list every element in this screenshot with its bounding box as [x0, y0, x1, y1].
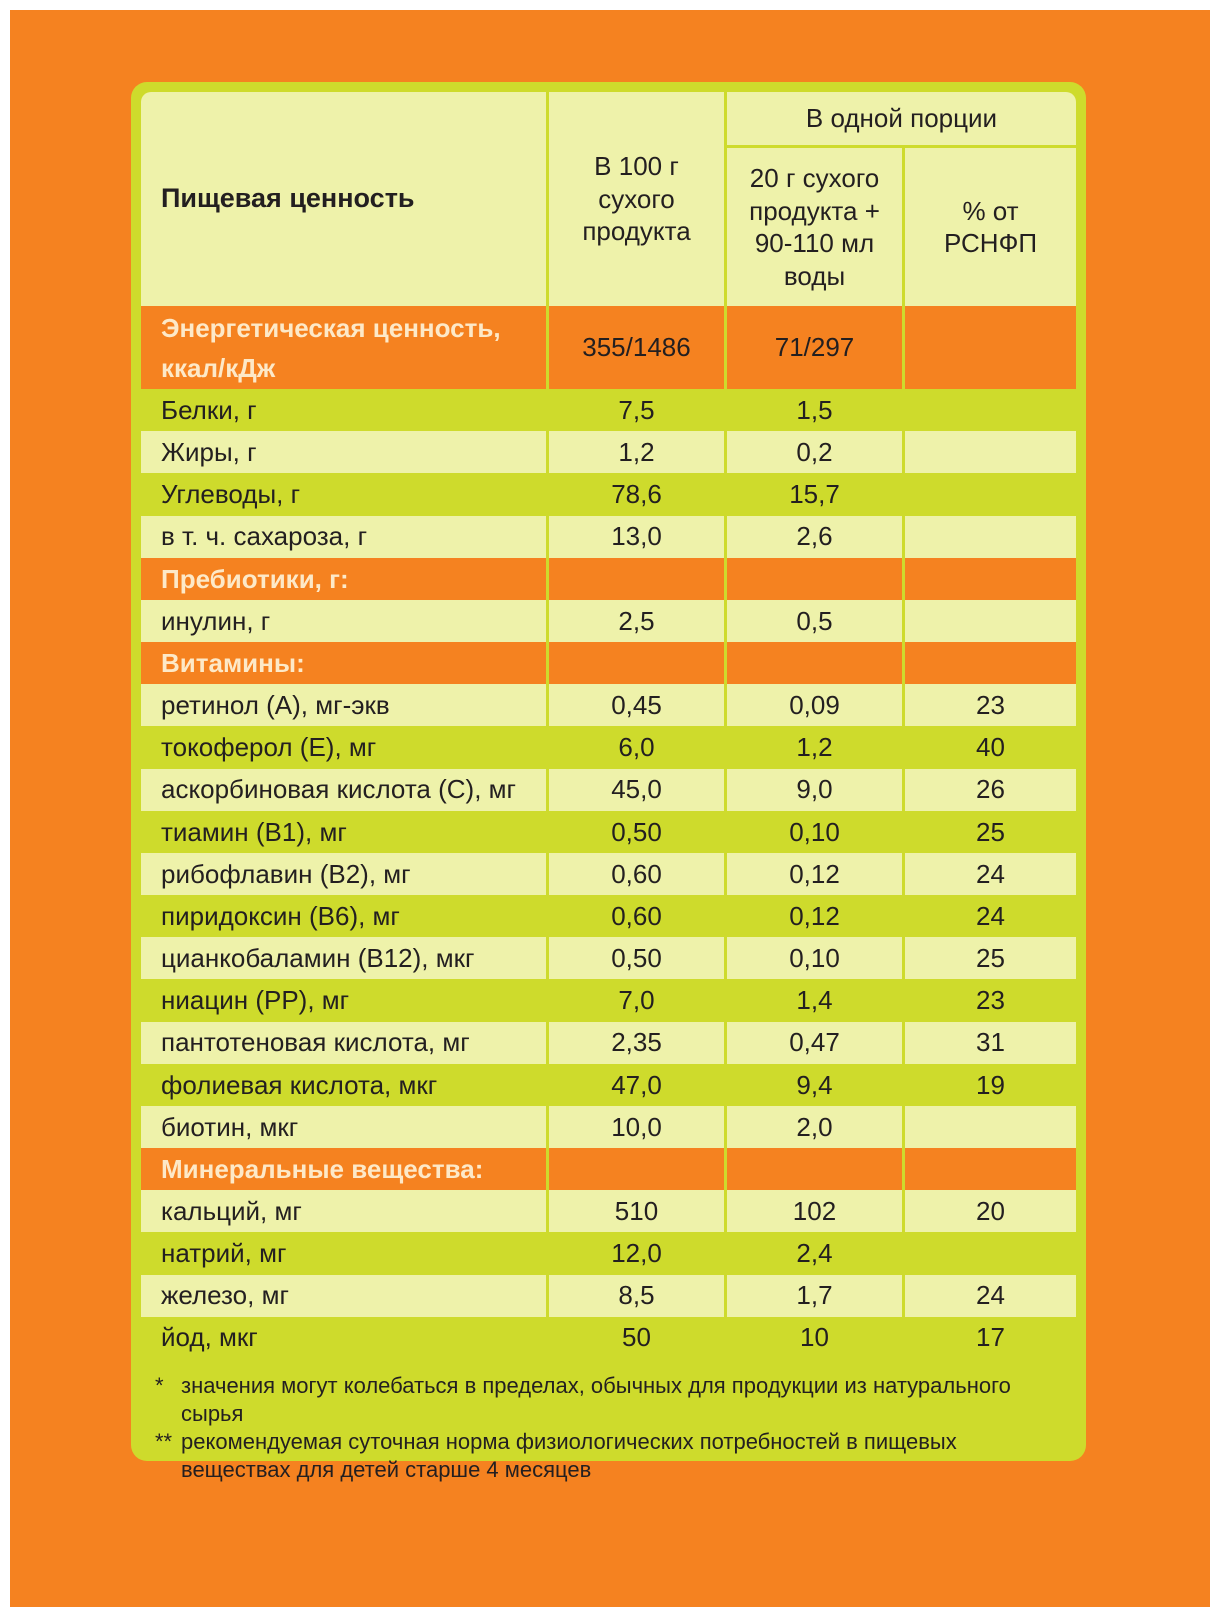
value-percent: 24 — [902, 1275, 1076, 1317]
nutrient-label: токоферол (Е), мг — [141, 726, 546, 768]
section-header: Витамины: — [141, 642, 546, 684]
energy-portion: 71/297 — [724, 306, 902, 389]
nutrient-label: Жиры, г — [141, 431, 546, 473]
nutrient-label: инулин, г — [141, 600, 546, 642]
column-group-header-portion: В одной порции — [724, 92, 1076, 148]
value-per100: 78,6 — [546, 473, 724, 515]
energy-percent — [902, 306, 1076, 389]
value-per100: 12,0 — [546, 1232, 724, 1274]
value-per100: 0,45 — [546, 684, 724, 726]
nutrition-panel — [131, 82, 1086, 1482]
value-portion: 2,6 — [724, 516, 902, 558]
nutrient-label: пантотеновая кислота, мг — [141, 1022, 546, 1064]
page-background — [10, 10, 1210, 1607]
column-header-portion: 20 г сухого продукта + 90-110 мл воды — [724, 148, 902, 306]
value-percent — [902, 642, 1076, 684]
value-percent: 25 — [902, 937, 1076, 979]
value-per100: 2,35 — [546, 1022, 724, 1064]
value-portion: 9,4 — [724, 1064, 902, 1106]
value-percent: 17 — [902, 1317, 1076, 1357]
nutrient-label: железо, мг — [141, 1275, 546, 1317]
value-percent: 23 — [902, 979, 1076, 1021]
nutrient-label: йод, мкг — [141, 1317, 546, 1357]
value-percent — [902, 1232, 1076, 1274]
value-portion — [724, 1148, 902, 1190]
value-percent: 23 — [902, 684, 1076, 726]
value-percent — [902, 516, 1076, 558]
value-percent: 24 — [902, 895, 1076, 937]
value-portion: 2,4 — [724, 1232, 902, 1274]
nutrient-label: кальций, мг — [141, 1190, 546, 1232]
value-per100: 0,50 — [546, 811, 724, 853]
value-per100: 47,0 — [546, 1064, 724, 1106]
value-percent — [902, 1106, 1076, 1148]
nutrient-label: в т. ч. сахароза, г — [141, 516, 546, 558]
value-percent — [902, 389, 1076, 431]
nutrient-label: Углеводы, г — [141, 473, 546, 515]
value-percent: 26 — [902, 769, 1076, 811]
footnote-text: рекомендуемая суточная норма физиологических потребностей в пищевых веществах для детей старше 4 месяцев — [181, 1429, 957, 1482]
value-per100 — [546, 558, 724, 600]
value-percent: 20 — [902, 1190, 1076, 1232]
nutrient-label: пиридоксин (В6), мг — [141, 895, 546, 937]
value-per100: 45,0 — [546, 769, 724, 811]
value-percent — [902, 431, 1076, 473]
value-portion: 1,7 — [724, 1275, 902, 1317]
value-portion — [724, 558, 902, 600]
value-portion: 102 — [724, 1190, 902, 1232]
value-percent: 25 — [902, 811, 1076, 853]
footnotes — [155, 1372, 1055, 1484]
value-portion: 0,10 — [724, 811, 902, 853]
value-percent: 19 — [902, 1064, 1076, 1106]
section-header: Пребиотики, г: — [141, 558, 546, 600]
value-portion: 0,10 — [724, 937, 902, 979]
value-per100 — [546, 642, 724, 684]
nutrient-label: аскорбиновая кислота (С), мг — [141, 769, 546, 811]
nutrient-label: цианкобаламин (В12), мкг — [141, 937, 546, 979]
value-percent: 24 — [902, 853, 1076, 895]
value-portion: 2,0 — [724, 1106, 902, 1148]
value-percent: 40 — [902, 726, 1076, 768]
value-per100: 10,0 — [546, 1106, 724, 1148]
nutrient-label: рибофлавин (В2), мг — [141, 853, 546, 895]
value-portion: 0,09 — [724, 684, 902, 726]
column-header-per-100g: В 100 г сухого продукта — [546, 92, 724, 306]
value-per100: 2,5 — [546, 600, 724, 642]
value-per100 — [546, 1148, 724, 1190]
value-portion: 0,12 — [724, 895, 902, 937]
value-percent — [902, 473, 1076, 515]
value-per100: 0,60 — [546, 853, 724, 895]
nutrient-label: ниацин (РР), мг — [141, 979, 546, 1021]
value-per100: 6,0 — [546, 726, 724, 768]
value-per100: 13,0 — [546, 516, 724, 558]
nutrient-label: биотин, мкг — [141, 1106, 546, 1148]
section-header: Минеральные вещества: — [141, 1148, 546, 1190]
nutrient-label: тиамин (В1), мг — [141, 811, 546, 853]
footnote — [155, 1372, 1055, 1428]
value-portion: 15,7 — [724, 473, 902, 515]
value-per100: 510 — [546, 1190, 724, 1232]
nutrition-table — [141, 92, 1076, 1357]
nutrient-label: ретинол (А), мг-экв — [141, 684, 546, 726]
table-title: Пищевая ценность — [141, 92, 546, 306]
value-portion: 1,4 — [724, 979, 902, 1021]
value-portion: 0,12 — [724, 853, 902, 895]
value-per100: 7,5 — [546, 389, 724, 431]
value-portion: 9,0 — [724, 769, 902, 811]
value-percent — [902, 558, 1076, 600]
energy-per100: 355/1486 — [546, 306, 724, 389]
value-portion: 0,47 — [724, 1022, 902, 1064]
nutrient-label: натрий, мг — [141, 1232, 546, 1274]
value-per100: 1,2 — [546, 431, 724, 473]
value-percent: 31 — [902, 1022, 1076, 1064]
footnote — [155, 1428, 1055, 1484]
energy-label: Энергетическая ценность, ккал/кДж — [141, 306, 546, 389]
value-percent — [902, 1148, 1076, 1190]
value-per100: 0,50 — [546, 937, 724, 979]
value-portion — [724, 642, 902, 684]
value-percent — [902, 600, 1076, 642]
value-portion: 1,2 — [724, 726, 902, 768]
value-per100: 7,0 — [546, 979, 724, 1021]
value-portion: 0,5 — [724, 600, 902, 642]
footnote-mark: ** — [155, 1429, 173, 1454]
value-per100: 50 — [546, 1317, 724, 1357]
nutrient-label: фолиевая кислота, мкг — [141, 1064, 546, 1106]
footnote-mark: * — [155, 1373, 164, 1398]
value-per100: 8,5 — [546, 1275, 724, 1317]
column-header-percent: % от РСНФП — [902, 148, 1076, 306]
value-portion: 0,2 — [724, 431, 902, 473]
nutrient-label: Белки, г — [141, 389, 546, 431]
footnote-text: значения могут колебаться в пределах, обычных для продукции из натурального сырья — [181, 1373, 1011, 1426]
value-per100: 0,60 — [546, 895, 724, 937]
value-portion: 10 — [724, 1317, 902, 1357]
value-portion: 1,5 — [724, 389, 902, 431]
